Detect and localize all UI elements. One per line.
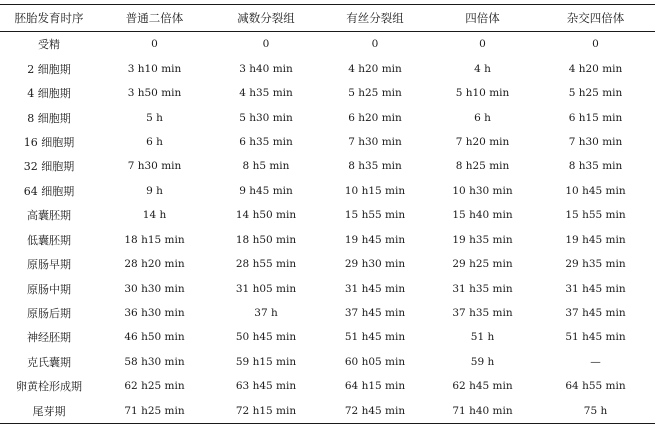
cell-mitotic-group: 5 h25 min <box>348 87 402 100</box>
cell-mitotic-group: 7 h30 min <box>348 135 402 148</box>
cell-meiotic-group: 31 h05 min <box>235 282 297 295</box>
cell-meiotic-group: 14 h50 min <box>235 209 297 222</box>
cell-hybrid-tetraploid: 75 h <box>536 399 655 424</box>
cell-mitotic-group: 15 h55 min <box>344 209 406 222</box>
table-row <box>0 130 655 154</box>
cell-hybrid-tetraploid: 4 h20 min <box>568 62 623 75</box>
table-row <box>0 203 655 227</box>
cell-diploid: 58 h30 min <box>124 355 185 368</box>
cell-hybrid-tetraploid: 15 h55 min <box>565 209 626 222</box>
cell-stage: 原肠后期 <box>27 307 71 321</box>
cell-hybrid-tetraploid: 6 h15 min <box>568 111 623 124</box>
cell-tetraploid: 29 h25 min <box>452 258 513 271</box>
cell-hybrid-tetraploid: 29 h35 min <box>565 258 626 271</box>
cell-meiotic-group: 0 <box>262 38 270 51</box>
table-row <box>0 105 655 129</box>
header-row <box>0 5 655 32</box>
cell-meiotic-group: 63 h45 min <box>235 380 297 393</box>
cell-meiotic-group: 9 h45 min <box>239 184 293 197</box>
cell-diploid: 14 h <box>142 209 167 222</box>
cell-stage: 4 细胞期 <box>27 87 71 101</box>
table-row <box>0 56 655 80</box>
cell-diploid: 62 h25 min <box>124 380 185 393</box>
cell-meiotic-group: 5 h30 min <box>239 111 293 124</box>
cell-meiotic-group: 72 h15 min <box>211 399 321 424</box>
cell-tetraploid: 59 h <box>470 355 495 368</box>
cell-meiotic-group: 4 h35 min <box>239 87 293 100</box>
table-body <box>0 32 655 424</box>
cell-stage: 16 细胞期 <box>23 135 75 149</box>
cell-diploid: 28 h20 min <box>124 258 185 271</box>
cell-hybrid-tetraploid: 8 h35 min <box>568 160 623 173</box>
cell-stage: 8 细胞期 <box>27 111 71 125</box>
cell-mitotic-group: 60 h05 min <box>344 355 406 368</box>
cell-diploid: 36 h30 min <box>124 307 185 320</box>
embryo-development-timing-table <box>0 4 655 424</box>
cell-diploid: 30 h30 min <box>124 282 185 295</box>
table-row <box>0 325 655 349</box>
cell-diploid: 6 h <box>146 135 163 148</box>
cell-tetraploid: 8 h25 min <box>455 160 510 173</box>
cell-tetraploid: 71 h40 min <box>429 399 536 424</box>
header-stage: 胚胎发育时序 <box>0 5 98 32</box>
table-row <box>0 228 655 252</box>
cell-stage: 原肠中期 <box>27 282 71 296</box>
cell-hybrid-tetraploid: 5 h25 min <box>568 87 623 100</box>
cell-hybrid-tetraploid: 31 h45 min <box>565 282 626 295</box>
cell-mitotic-group: 10 h15 min <box>344 184 406 197</box>
cell-tetraploid: 0 <box>479 38 486 51</box>
table-row <box>0 154 655 178</box>
cell-stage: 尾芽期 <box>0 399 98 424</box>
cell-stage: 神经胚期 <box>27 331 71 345</box>
table-row <box>0 276 655 300</box>
header-mitotic-group: 有丝分裂组 <box>321 5 429 32</box>
cell-mitotic-group: 19 h45 min <box>344 233 406 246</box>
cell-mitotic-group: 51 h45 min <box>344 331 406 344</box>
cell-diploid: 9 h <box>146 184 163 197</box>
table-row <box>0 252 655 276</box>
cell-hybrid-tetraploid: 0 <box>592 38 599 51</box>
cell-tetraploid: 6 h <box>474 111 491 124</box>
cell-mitotic-group: 72 h45 min <box>321 399 429 424</box>
cell-hybrid-tetraploid: 64 h55 min <box>565 380 626 393</box>
cell-mitotic-group: 37 h45 min <box>344 307 406 320</box>
cell-mitotic-group: 4 h20 min <box>348 62 402 75</box>
cell-tetraploid: 19 h35 min <box>452 233 513 246</box>
cell-diploid: 7 h30 min <box>127 160 182 173</box>
cell-mitotic-group: 29 h30 min <box>344 258 406 271</box>
cell-stage: 32 细胞期 <box>23 160 75 174</box>
table-header <box>0 5 655 32</box>
table-row <box>0 301 655 325</box>
cell-diploid: 3 h50 min <box>127 87 182 100</box>
table-row <box>0 374 655 398</box>
cell-meiotic-group: 37 h <box>254 307 278 320</box>
cell-meiotic-group: 50 h45 min <box>235 331 297 344</box>
cell-mitotic-group: 6 h20 min <box>348 111 402 124</box>
cell-hybrid-tetraploid: 37 h45 min <box>565 307 626 320</box>
cell-hybrid-tetraploid: 19 h45 min <box>565 233 626 246</box>
cell-stage: 卵黄栓形成期 <box>16 380 82 394</box>
cell-tetraploid: 37 h35 min <box>452 307 513 320</box>
cell-diploid: 18 h15 min <box>124 233 185 246</box>
cell-meiotic-group: 8 h5 min <box>242 160 290 173</box>
cell-stage: 高囊胚期 <box>27 209 71 223</box>
cell-mitotic-group: 31 h45 min <box>344 282 406 295</box>
cell-diploid: 71 h25 min <box>98 399 211 424</box>
cell-tetraploid: 15 h40 min <box>452 209 513 222</box>
table-row <box>0 32 655 57</box>
cell-tetraploid: 62 h45 min <box>452 380 513 393</box>
cell-stage: 受精 <box>38 38 60 52</box>
table-row <box>0 179 655 203</box>
cell-stage: 64 细胞期 <box>23 184 75 198</box>
table-row <box>0 81 655 105</box>
cell-tetraploid: 4 h <box>474 62 491 75</box>
cell-diploid: 0 <box>151 38 158 51</box>
cell-meiotic-group: 28 h55 min <box>235 258 297 271</box>
cell-stage: 原肠早期 <box>27 258 71 272</box>
cell-diploid: 5 h <box>146 111 163 124</box>
cell-mitotic-group: 8 h35 min <box>348 160 402 173</box>
cell-stage: 低囊胚期 <box>27 233 71 247</box>
cell-tetraploid: 5 h10 min <box>455 87 510 100</box>
table-row <box>0 399 655 424</box>
cell-meiotic-group: 59 h15 min <box>235 355 297 368</box>
cell-hybrid-tetraploid: 51 h45 min <box>565 331 626 344</box>
cell-tetraploid: 10 h30 min <box>452 184 513 197</box>
cell-mitotic-group: 64 h15 min <box>344 380 406 393</box>
cell-tetraploid: 7 h20 min <box>455 135 510 148</box>
cell-hybrid-tetraploid: 10 h45 min <box>565 184 626 197</box>
cell-stage: 克氏囊期 <box>27 355 71 369</box>
header-hybrid-tetraploid: 杂交四倍体 <box>536 5 655 32</box>
cell-diploid: 46 h50 min <box>124 331 185 344</box>
cell-hybrid-tetraploid: — <box>590 355 601 368</box>
cell-mitotic-group: 0 <box>371 38 379 51</box>
header-diploid: 普通二倍体 <box>98 5 211 32</box>
cell-tetraploid: 51 h <box>470 331 495 344</box>
table-row <box>0 350 655 374</box>
cell-meiotic-group: 6 h35 min <box>239 135 293 148</box>
cell-diploid: 3 h10 min <box>127 62 182 75</box>
cell-tetraploid: 31 h35 min <box>452 282 513 295</box>
header-meiotic-group: 减数分裂组 <box>211 5 321 32</box>
cell-meiotic-group: 3 h40 min <box>239 62 293 75</box>
cell-hybrid-tetraploid: 7 h30 min <box>568 135 623 148</box>
header-tetraploid: 四倍体 <box>429 5 536 32</box>
cell-meiotic-group: 18 h50 min <box>235 233 297 246</box>
cell-stage: 2 细胞期 <box>27 62 71 76</box>
